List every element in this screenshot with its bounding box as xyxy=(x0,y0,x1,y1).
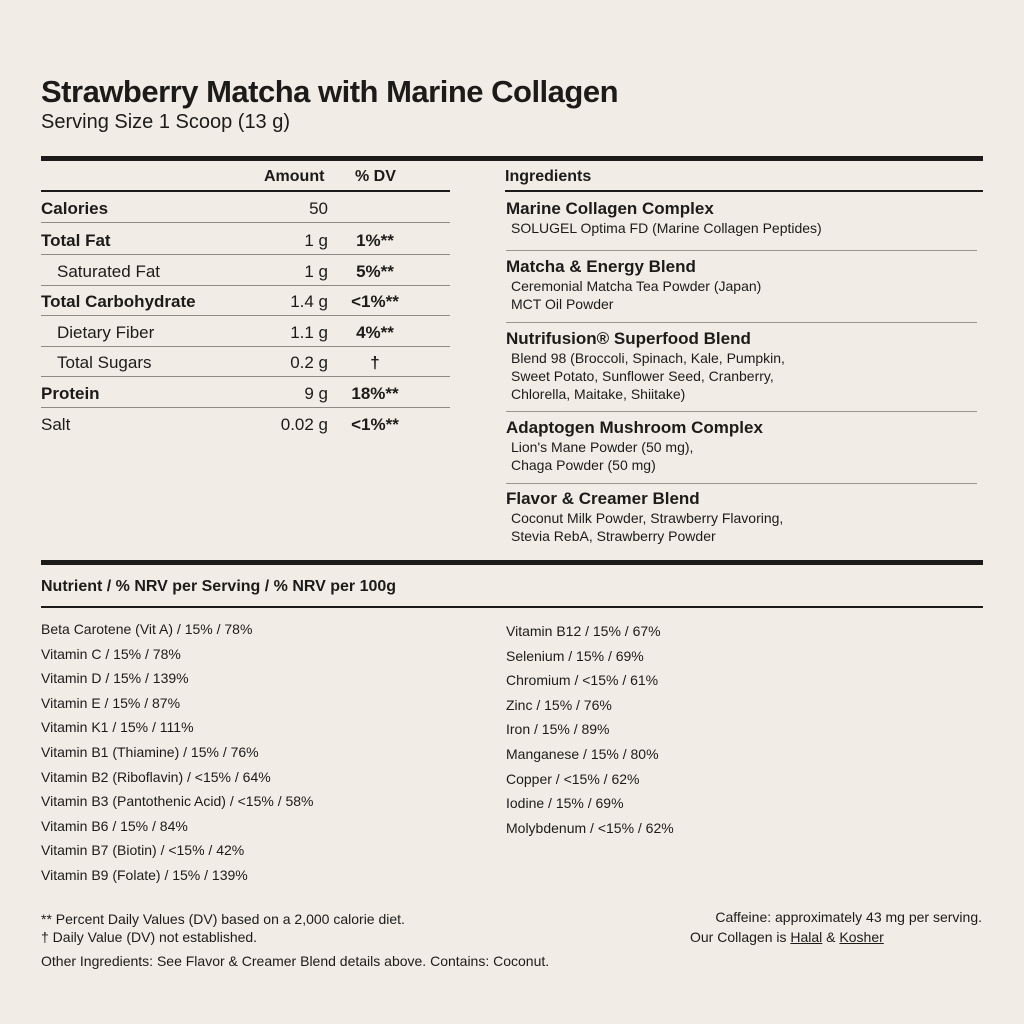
nutrient-name: Salt xyxy=(41,415,71,434)
dagger-footnote: † Daily Value (DV) not established. xyxy=(41,929,258,945)
ingredient-group xyxy=(506,418,977,474)
nutrient-name: Total Fat xyxy=(41,231,111,250)
row-divider xyxy=(41,254,450,255)
dv-footnote: ** Percent Daily Values (DV) based on a 2,000 calorie diet. xyxy=(41,911,405,927)
ingredient-line: Lion's Mane Powder (50 mg), xyxy=(511,439,694,455)
top-divider xyxy=(41,156,983,161)
nutrient-row xyxy=(41,378,450,408)
serving-size: Serving Size 1 Scoop (13 g) xyxy=(41,111,291,133)
nrv-header: Nutrient / % NRV per Serving / % NRV per 100g xyxy=(41,578,397,595)
dv-header: % DV xyxy=(355,168,396,185)
nrv-item: Beta Carotene (Vit A) / 15% / 78% xyxy=(41,621,253,637)
nutrient-amount: 1.1 g xyxy=(290,323,328,342)
nutrient-row xyxy=(41,286,450,316)
nutrient-dv: 18%** xyxy=(351,384,399,403)
ingredient-divider xyxy=(506,411,977,412)
ingredient-group-title: Nutrifusion® Superfood Blend xyxy=(506,329,751,348)
ingredient-divider xyxy=(506,250,977,251)
middle-divider xyxy=(41,560,983,565)
nutrient-amount: 9 g xyxy=(304,384,328,403)
nutrient-amount: 50 xyxy=(309,199,328,218)
nutrient-row xyxy=(41,193,450,223)
caffeine-note: Caffeine: approximately 43 mg per serving. xyxy=(715,909,982,925)
nutrient-row xyxy=(41,225,450,255)
nutrient-dv: <1%** xyxy=(351,415,399,434)
nrv-item: Vitamin B7 (Biotin) / <15% / 42% xyxy=(41,842,245,859)
nutrient-amount: 0.02 g xyxy=(280,415,328,434)
nrv-item: Selenium / 15% / 69% xyxy=(506,647,644,664)
nrv-item: Vitamin B1 (Thiamine) / 15% / 76% xyxy=(41,744,259,760)
ingredient-divider xyxy=(506,483,977,484)
ingredients-header-rule xyxy=(505,190,983,192)
nrv-item: Copper / <15% / 62% xyxy=(506,770,640,787)
row-divider xyxy=(41,376,450,377)
nrv-item: Vitamin K1 / 15% / 111% xyxy=(41,719,194,736)
nutrient-amount: 0.2 g xyxy=(290,353,328,372)
nrv-item: Zinc / 15% / 76% xyxy=(506,696,612,713)
nrv-item: Vitamin B3 (Pantothenic Acid) / <15% / 58% xyxy=(41,793,314,810)
nrv-item: Iron / 15% / 89% xyxy=(506,721,610,738)
nrv-item: Vitamin B2 (Riboflavin) / <15% / 64% xyxy=(41,768,271,785)
nutrient-amount: 1 g xyxy=(304,262,328,281)
nutrient-name: Total Carbohydrate xyxy=(41,292,196,311)
halal-link[interactable]: Halal xyxy=(790,929,823,945)
nrv-item: Vitamin C / 15% / 78% xyxy=(41,645,181,662)
amp-text: & xyxy=(822,929,840,945)
nrv-item: Vitamin D / 15% / 139% xyxy=(41,670,189,687)
ingredient-line: SOLUGEL Optima FD (Marine Collagen Peptides) xyxy=(511,220,822,236)
nutrient-dv: † xyxy=(370,353,380,372)
ingredient-line: Stevia RebA, Strawberry Powder xyxy=(511,528,716,544)
ingredient-line: MCT Oil Powder xyxy=(511,296,614,312)
ingredient-line: Chlorella, Maitake, Shiitake) xyxy=(511,386,686,402)
ingredient-group xyxy=(506,257,977,313)
ingredient-group xyxy=(506,329,977,403)
ingredient-group-title: Marine Collagen Complex xyxy=(506,199,714,218)
nutrition-header-rule xyxy=(41,190,450,192)
nrv-item: Chromium / <15% / 61% xyxy=(506,672,659,689)
nutrient-name: Protein xyxy=(41,384,100,403)
ingredient-group-title: Matcha & Energy Blend xyxy=(506,257,696,276)
ingredient-group xyxy=(506,199,977,237)
ingredient-group-title: Flavor & Creamer Blend xyxy=(506,489,700,508)
nrv-header-rule xyxy=(41,606,983,608)
collagen-certification xyxy=(690,929,884,945)
row-divider xyxy=(41,407,450,408)
nutrient-dv: 4%** xyxy=(356,323,394,342)
ingredient-group xyxy=(506,489,977,545)
nutrient-dv: 1%** xyxy=(356,231,394,250)
nrv-item: Iodine / 15% / 69% xyxy=(506,795,624,812)
kosher-link[interactable]: Kosher xyxy=(839,929,884,945)
ingredient-line: Blend 98 (Broccoli, Spinach, Kale, Pumpkin, xyxy=(511,350,785,366)
nutrient-row xyxy=(41,317,450,347)
ingredient-line: Ceremonial Matcha Tea Powder (Japan) xyxy=(511,278,762,294)
ingredient-divider xyxy=(506,322,977,323)
nutrient-row xyxy=(41,347,450,377)
nutrient-name: Dietary Fiber xyxy=(57,323,155,342)
nutrient-name: Total Sugars xyxy=(57,353,152,372)
nrv-item: Vitamin B12 / 15% / 67% xyxy=(506,623,661,639)
row-divider xyxy=(41,222,450,223)
nrv-item: Vitamin B9 (Folate) / 15% / 139% xyxy=(41,867,248,883)
nutrient-amount: 1.4 g xyxy=(290,292,328,311)
other-ingredients: Other Ingredients: See Flavor & Creamer Blend details above. Contains: Coconut. xyxy=(41,953,550,969)
nutrient-name: Saturated Fat xyxy=(57,262,161,281)
nutrient-row xyxy=(41,256,450,286)
nutrient-name: Calories xyxy=(41,199,109,218)
ingredient-group-title: Adaptogen Mushroom Complex xyxy=(506,418,763,437)
ingredient-line: Chaga Powder (50 mg) xyxy=(511,457,656,473)
amount-header: Amount xyxy=(264,168,325,185)
ingredient-line: Sweet Potato, Sunflower Seed, Cranberry, xyxy=(511,368,774,384)
nrv-item: Molybdenum / <15% / 62% xyxy=(506,819,674,836)
product-title: Strawberry Matcha with Marine Collagen xyxy=(41,74,619,109)
row-divider xyxy=(41,315,450,316)
nrv-item: Manganese / 15% / 80% xyxy=(506,746,659,762)
ingredients-header: Ingredients xyxy=(505,168,592,185)
nutrient-dv: 5%** xyxy=(356,262,394,281)
nutrient-dv: <1%** xyxy=(351,292,399,311)
collagen-prefix: Our Collagen is xyxy=(690,929,791,945)
nutrient-amount: 1 g xyxy=(304,231,328,250)
ingredient-line: Coconut Milk Powder, Strawberry Flavoring, xyxy=(511,510,784,526)
nrv-item: Vitamin E / 15% / 87% xyxy=(41,694,181,711)
nutrient-row xyxy=(41,409,450,439)
nrv-item: Vitamin B6 / 15% / 84% xyxy=(41,817,188,834)
